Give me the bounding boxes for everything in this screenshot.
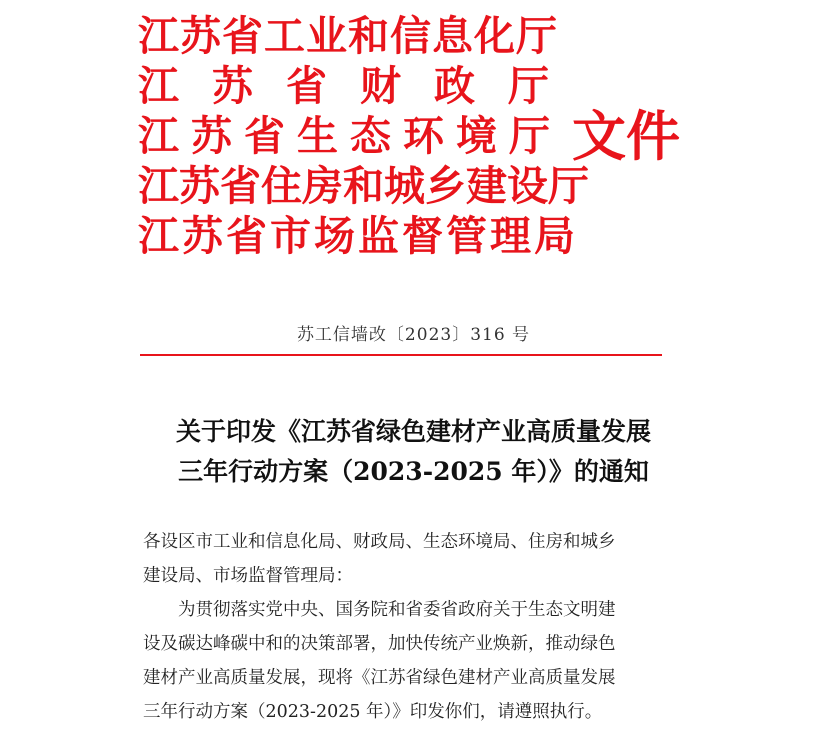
document-type-label: 文件 (572, 104, 680, 168)
issuer-agency-housing-construction: 江苏省住房和城乡建设厅 (138, 162, 589, 210)
addressee-line-2: 建设局、市场监督管理局： (143, 566, 353, 586)
title-line-1: 关于印发《江苏省绿色建材产业高质量发展 (175, 417, 651, 446)
body-paragraph-line-3: 建材产业高质量发展，现将《江苏省绿色建材产业高质量发展 (143, 668, 616, 688)
body-paragraph-line-1: 为贯彻落实党中央、国务院和省委省政府关于生态文明建 (178, 600, 616, 620)
issuer-agency-market-regulation: 江苏省市场监督管理局 (138, 212, 578, 260)
body-paragraph-line-2: 设及碳达峰碳中和的决策部署，加快传统产业焕新，推动绿色 (143, 634, 616, 654)
red-separator-line (140, 354, 662, 356)
title-line-2: 三年行动方案（2023-2025 年）》的通知 (178, 457, 649, 486)
issuer-agency-industry-it: 江苏省工业和信息化厅 (138, 12, 558, 60)
issuer-agency-ecology-environment: 江苏省生态环境厅 (138, 112, 562, 160)
addressee-line-1: 各设区市工业和信息化局、财政局、生态环境局、住房和城乡 (143, 532, 616, 552)
document-title (0, 412, 827, 492)
joint-issuer-header (138, 12, 680, 260)
document-body (143, 525, 673, 729)
issuer-agency-finance: 江苏省财政厅 (138, 62, 582, 110)
document-number: 苏工信墙改〔2023〕316 号 (296, 325, 531, 345)
body-paragraph-line-4: 三年行动方案（2023-2025 年）》印发你们，请遵照执行。 (143, 702, 603, 722)
